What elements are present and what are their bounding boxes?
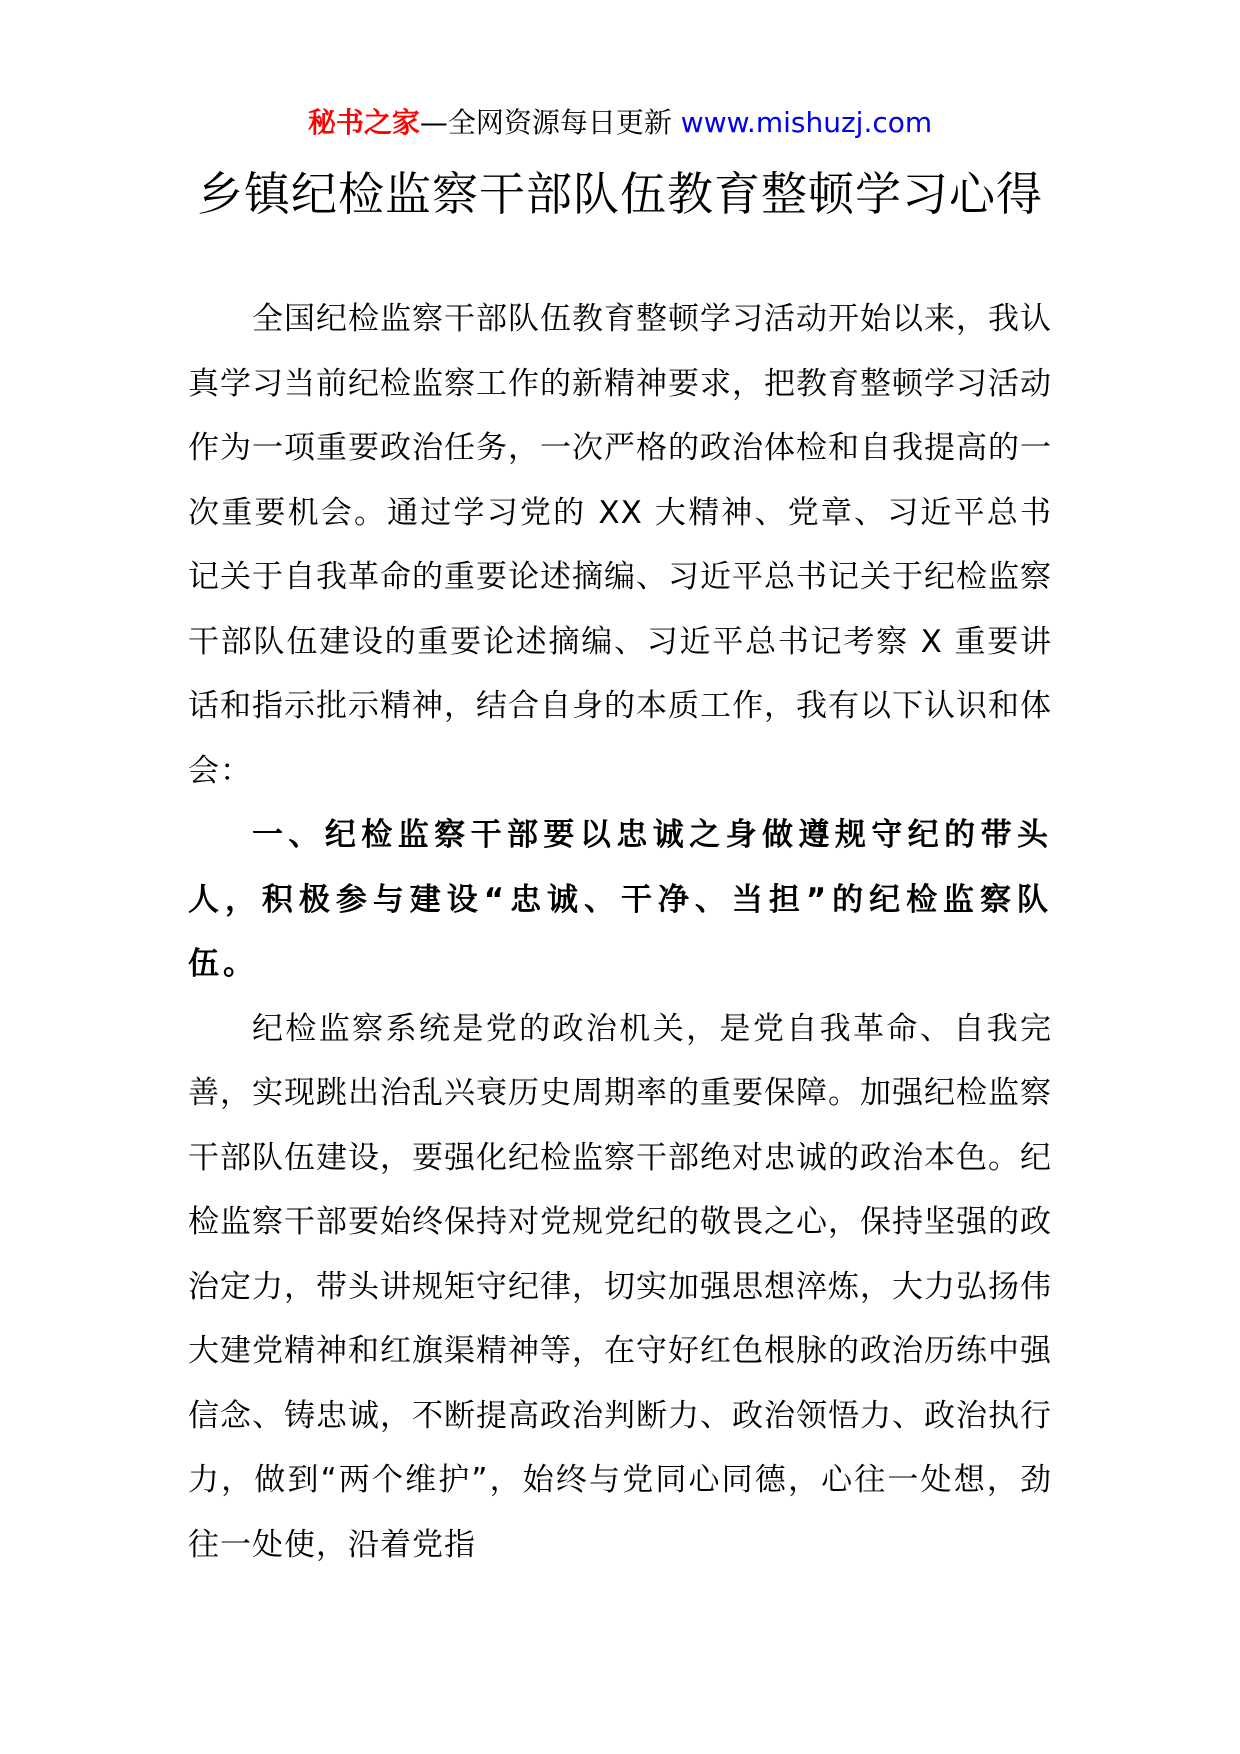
site-url-link[interactable]: www.mishuzj.com <box>680 106 933 139</box>
intro-paragraph: 全国纪检监察干部队伍教育整顿学习活动开始以来，我认真学习当前纪检监察工作的新精神要求，把教育整顿学习活动作为一项重要政治任务，一次严格的政治体检和自我提高的一次重要机会。通过学习党的 XX 大精神、党章、习近平总书记关于自我革命的重要论述摘编、习近平总书记关于纪检监察干部队伍建设的重要论述摘编、习近平总书记考察 X 重要讲话和指示批示精神，结合自身的本质工作，我有以下认识和体会： <box>188 301 1052 789</box>
brand-name: 秘书之家 <box>307 106 420 139</box>
body-paragraph: 纪检监察系统是党的政治机关，是党自我革命、自我完善，实现跳出治乱兴衰历史周期率的重要保障。加强纪检监察干部队伍建设，要强化纪检监察干部绝对忠诚的政治本色。纪检监察干部要始终保持对党规党纪的敬畏之心，保持坚强的政治定力，带头讲规矩守纪律，切实加强思想淬炼，大力弘扬伟大建党精神和红旗渠精神等，在守好红色根脉的政治历练中强信念、铸忠诚，不断提高政治判断力、政治领悟力、政治执行力，做到“两个维护”，始终与党同心同德，心往一处想，劲往一处使，沿着党指 <box>188 1010 1052 1563</box>
site-header <box>0 103 1240 143</box>
header-tagline: —全网资源每日更新 <box>419 106 672 139</box>
document-title: 乡镇纪检监察干部队伍教育整顿学习心得 <box>197 167 1043 221</box>
section-heading-1: 一、纪检监察干部要以忠诚之身做遵规守纪的带头人，积极参与建设“忠诚、干净、当担”的纪检监察队伍。 <box>188 817 1052 982</box>
document-body <box>188 287 1052 1577</box>
